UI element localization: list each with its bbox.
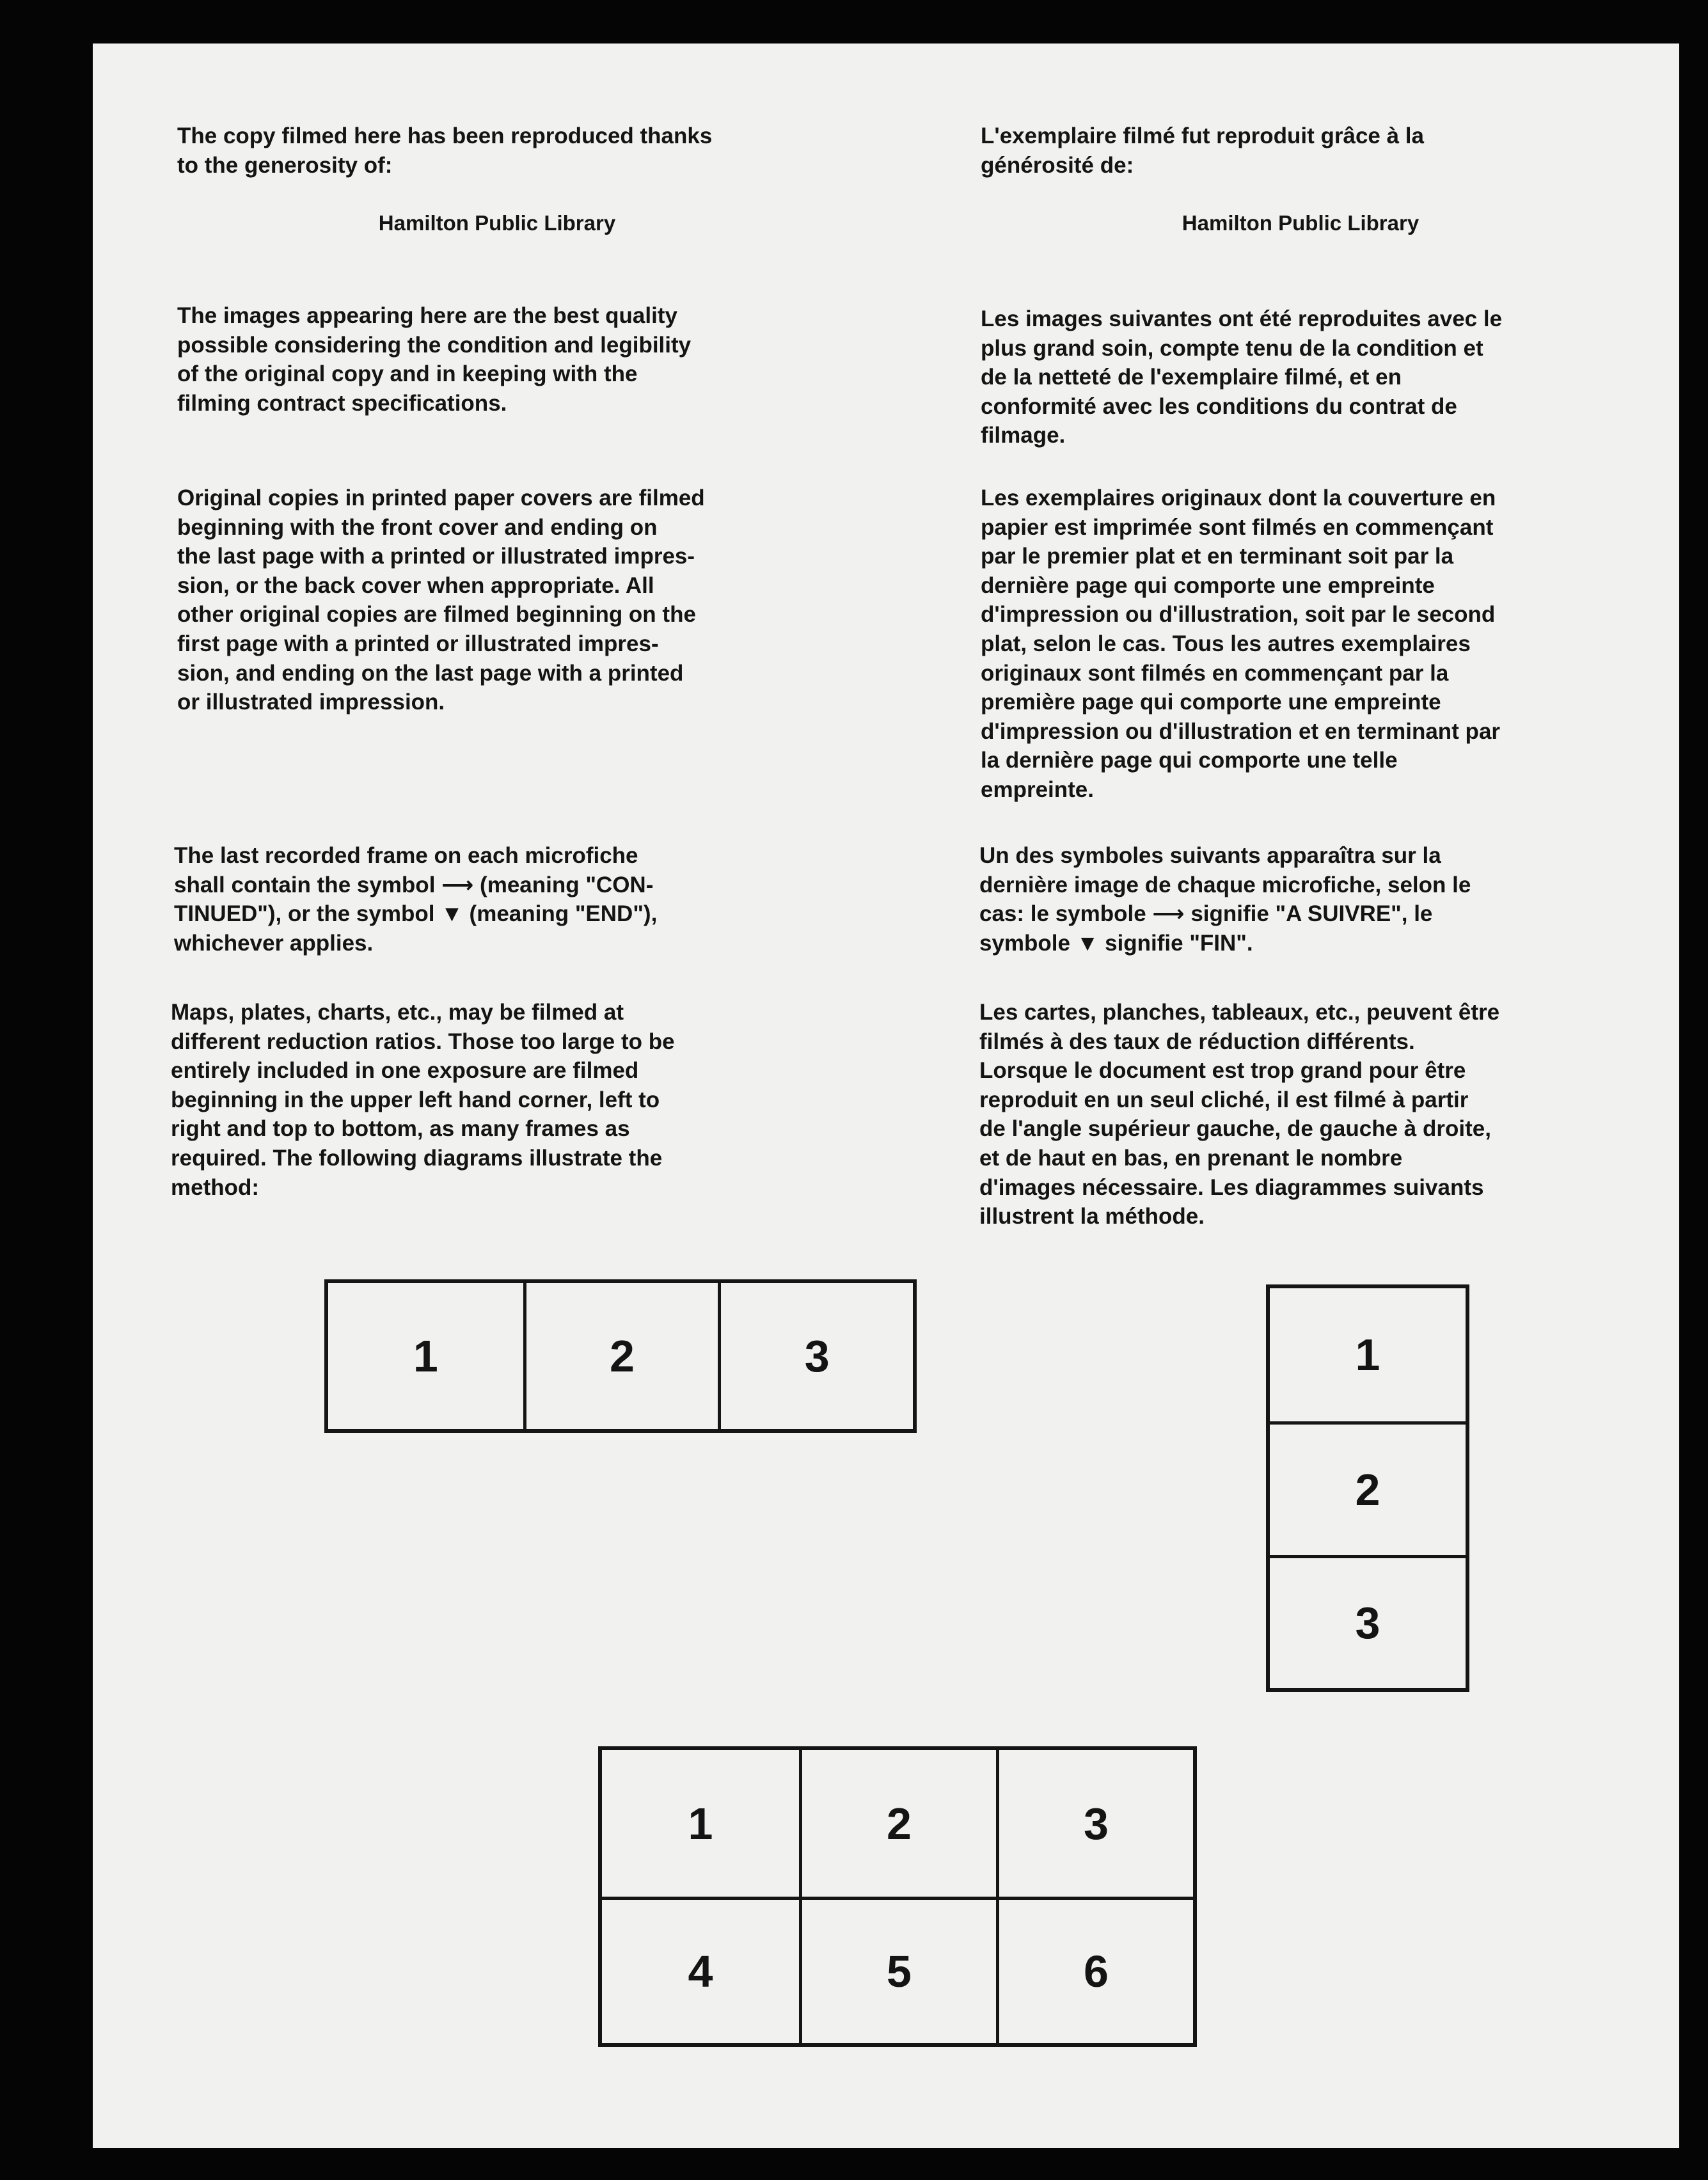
english-symbols-paragraph: The last recorded frame on each microfiche shall contain the symbol ⟶ (meaning "CON- TINUED"), or the symbol ▼ (meaning "END"), whichever applies.	[174, 843, 658, 956]
frame-cell: 3	[1270, 1555, 1466, 1688]
english-library-name: Hamilton Public Library	[378, 211, 616, 235]
french-quality-paragraph: Les images suivantes ont été reproduites avec le plus grand soin, compte tenu de la condition et de la netteté de l'exemplaire filmé, et en conformité avec les conditions du contrat de filmage.	[981, 306, 1503, 448]
french-intro: L'exemplaire filmé fut reproduit grâce à la générosité de:	[981, 123, 1424, 178]
french-library-name: Hamilton Public Library	[1182, 211, 1419, 235]
french-symbols-paragraph: Un des symboles suivants apparaîtra sur la dernière image de chaque microfiche, selon le cas: le symbole ⟶ signifie "A SUIVRE", le symbole ▼ signifie "FIN".	[979, 843, 1471, 956]
frame-cell: 3	[718, 1283, 913, 1429]
frame-cell: 5	[799, 1897, 996, 2043]
french-maps-paragraph: Les cartes, planches, tableaux, etc., peuvent être filmés à des taux de réduction différents. Lorsque le document est trop grand pour être reproduit en un seul cliché, il est filmé à partir de l'angle supérieur gauche, de gauche à droite, et de haut en bas, en prenant le nombre d'images nécessaire. Les diagrammes suivants illustrent la méthode.	[979, 1000, 1500, 1229]
horizontal-frames-diagram	[324, 1279, 917, 1433]
vertical-frames-diagram	[1266, 1284, 1469, 1692]
english-maps-paragraph: Maps, plates, charts, etc., may be filmed at different reduction ratios. Those too large to be entirely included in one exposure are filmed beginning in the upper left hand corner, left to right and top to bottom, as many frames as required. The following diagrams illustrate the method:	[171, 1000, 675, 1200]
document-page	[93, 43, 1679, 2148]
english-covers-paragraph: Original copies in printed paper covers are filmed beginning with the front cover and ending on the last page with a printed or illustrated impres- sion, or the back cover when appropriate. All other original copies are filmed beginning on the first page with a printed or illustrated impres- sion, and ending on the last page with a printed or illustrated impression.	[177, 486, 705, 715]
french-covers-paragraph: Les exemplaires originaux dont la couverture en papier est imprimée sont filmés en commençant par le premier plat et en terminant soit par la dernière page qui comporte une empreinte d'impression ou d'illustration, soit par le second plat, selon le cas. Tous les autres exemplaires originaux sont filmés en commençant par la première page qui comporte une empreinte d'impression ou d'illustration et en terminant par la dernière page qui comporte une telle empreinte.	[981, 486, 1501, 802]
frame-cell: 4	[602, 1897, 799, 2043]
english-intro: The copy filmed here has been reproduced thanks to the generosity of:	[177, 123, 713, 178]
frame-cell: 3	[996, 1750, 1193, 1897]
frame-cell: 2	[799, 1750, 996, 1897]
frame-cell: 6	[996, 1897, 1193, 2043]
grid-frames-diagram	[598, 1746, 1197, 2047]
frame-cell: 1	[413, 1331, 438, 1381]
frame-cell: 2	[1270, 1421, 1466, 1554]
frame-cell: 2	[523, 1283, 718, 1429]
frame-cell: 1	[688, 1798, 713, 1849]
frame-cell: 1	[1355, 1330, 1380, 1380]
english-quality-paragraph: The images appearing here are the best quality possible considering the condition and legibility of the original copy and in keeping with the filming contract specifications.	[177, 303, 692, 416]
